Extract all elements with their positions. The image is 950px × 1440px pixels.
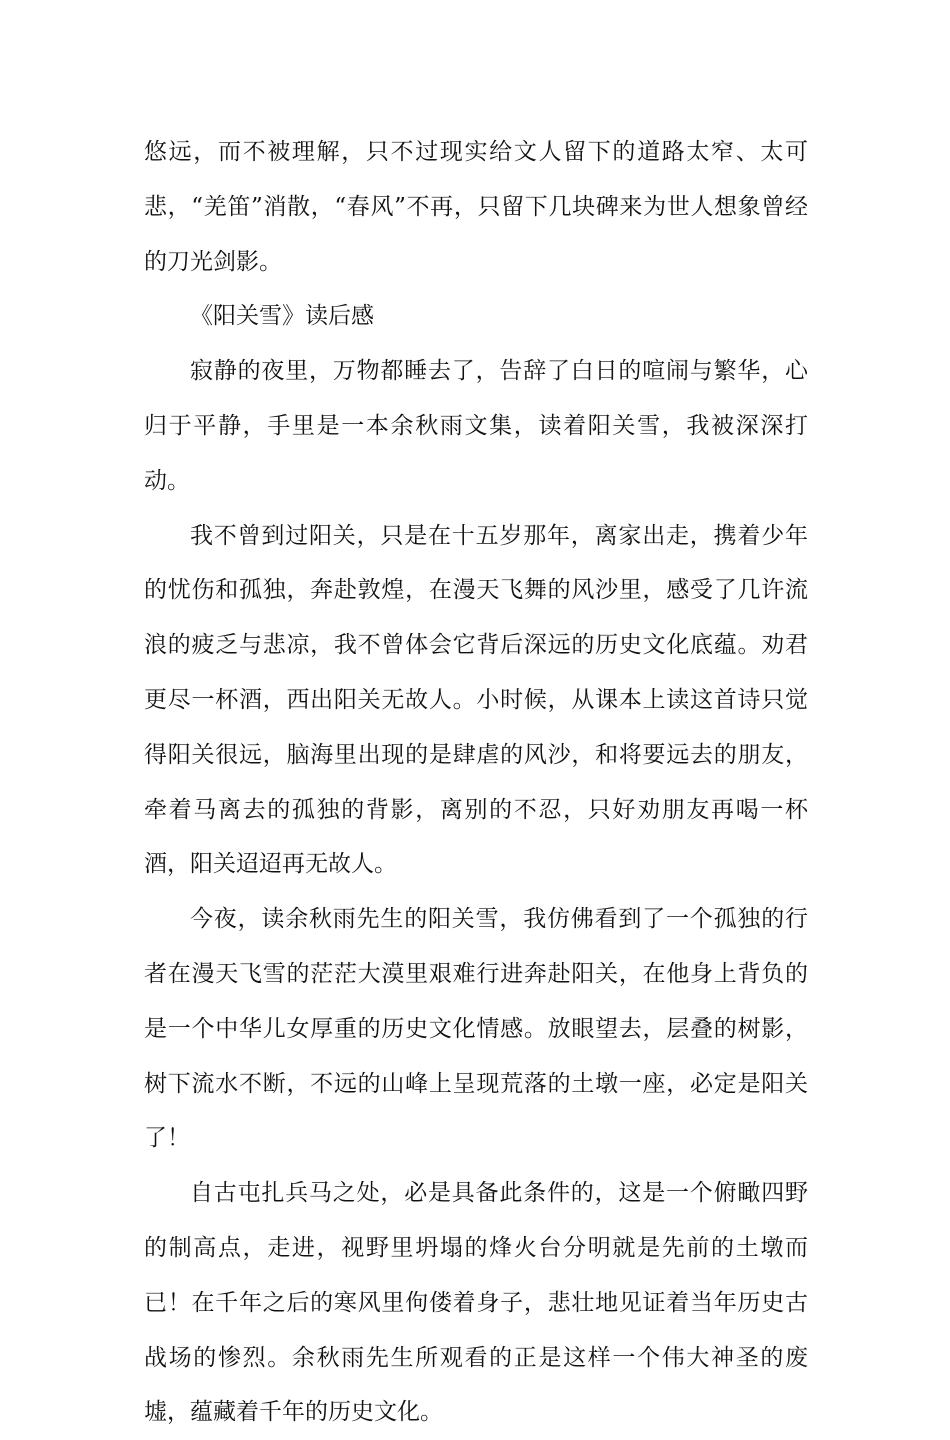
essay-title: 《阳关雪》读后感 <box>190 303 374 330</box>
paragraph-3: 今夜，读余秋雨先生的阳关雪，我仿佛看到了一个孤独的行者在漫天飞雪的茫茫大漠里艰难行进奔赴阳关，在他身上背负的是一个中华儿女厚重的历史文化情感。放眼望去，层叠的树影，树下流水不断，不远的山峰上呈现荒落的土墩一座，必定是阳关了！ <box>144 906 808 1152</box>
paragraph-1: 寂静的夜里，万物都睡去了，告辞了白日的喧闹与繁华，心归于平静，手里是一本余秋雨文集，读着阳关雪，我被深深打动。 <box>144 358 808 494</box>
paragraph-2: 我不曾到过阳关，只是在十五岁那年，离家出走，携着少年的忧伤和孤独，奔赴敦煌，在漫天飞舞的风沙里，感受了几许流浪的疲乏与悲凉，我不曾体会它背后深远的历史文化底蕴。劝君更尽一杯酒，西出阳关无故人。小时候，从课本上读这首诗只觉得阳关很远，脑海里出现的是肆虐的风沙，和将要远去的朋友，牵着马离去的孤独的背影，离别的不忍，只好劝朋友再喝一杯酒，阳关迢迢再无故人。 <box>144 522 808 878</box>
document-body <box>144 125 808 1440</box>
paragraph-4: 自古屯扎兵马之处，必是具备此条件的，这是一个俯瞰四野的制高点，走进，视野里坍塌的烽火台分明就是先前的土墩而已！在千年之后的寒风里佝偻着身子，悲壮地见证着当年历史古战场的惨烈。余秋雨先生所观看的正是这样一个伟大神圣的废墟，蕴藏着千年的历史文化。 <box>144 1180 808 1426</box>
continuation-paragraph: 悠远，而不被理解，只不过现实给文人留下的道路太窄、太可悲，“羌笛”消散，“春风”不再，只留下几块碑来为世人想象曾经的刀光剑影。 <box>144 139 808 275</box>
